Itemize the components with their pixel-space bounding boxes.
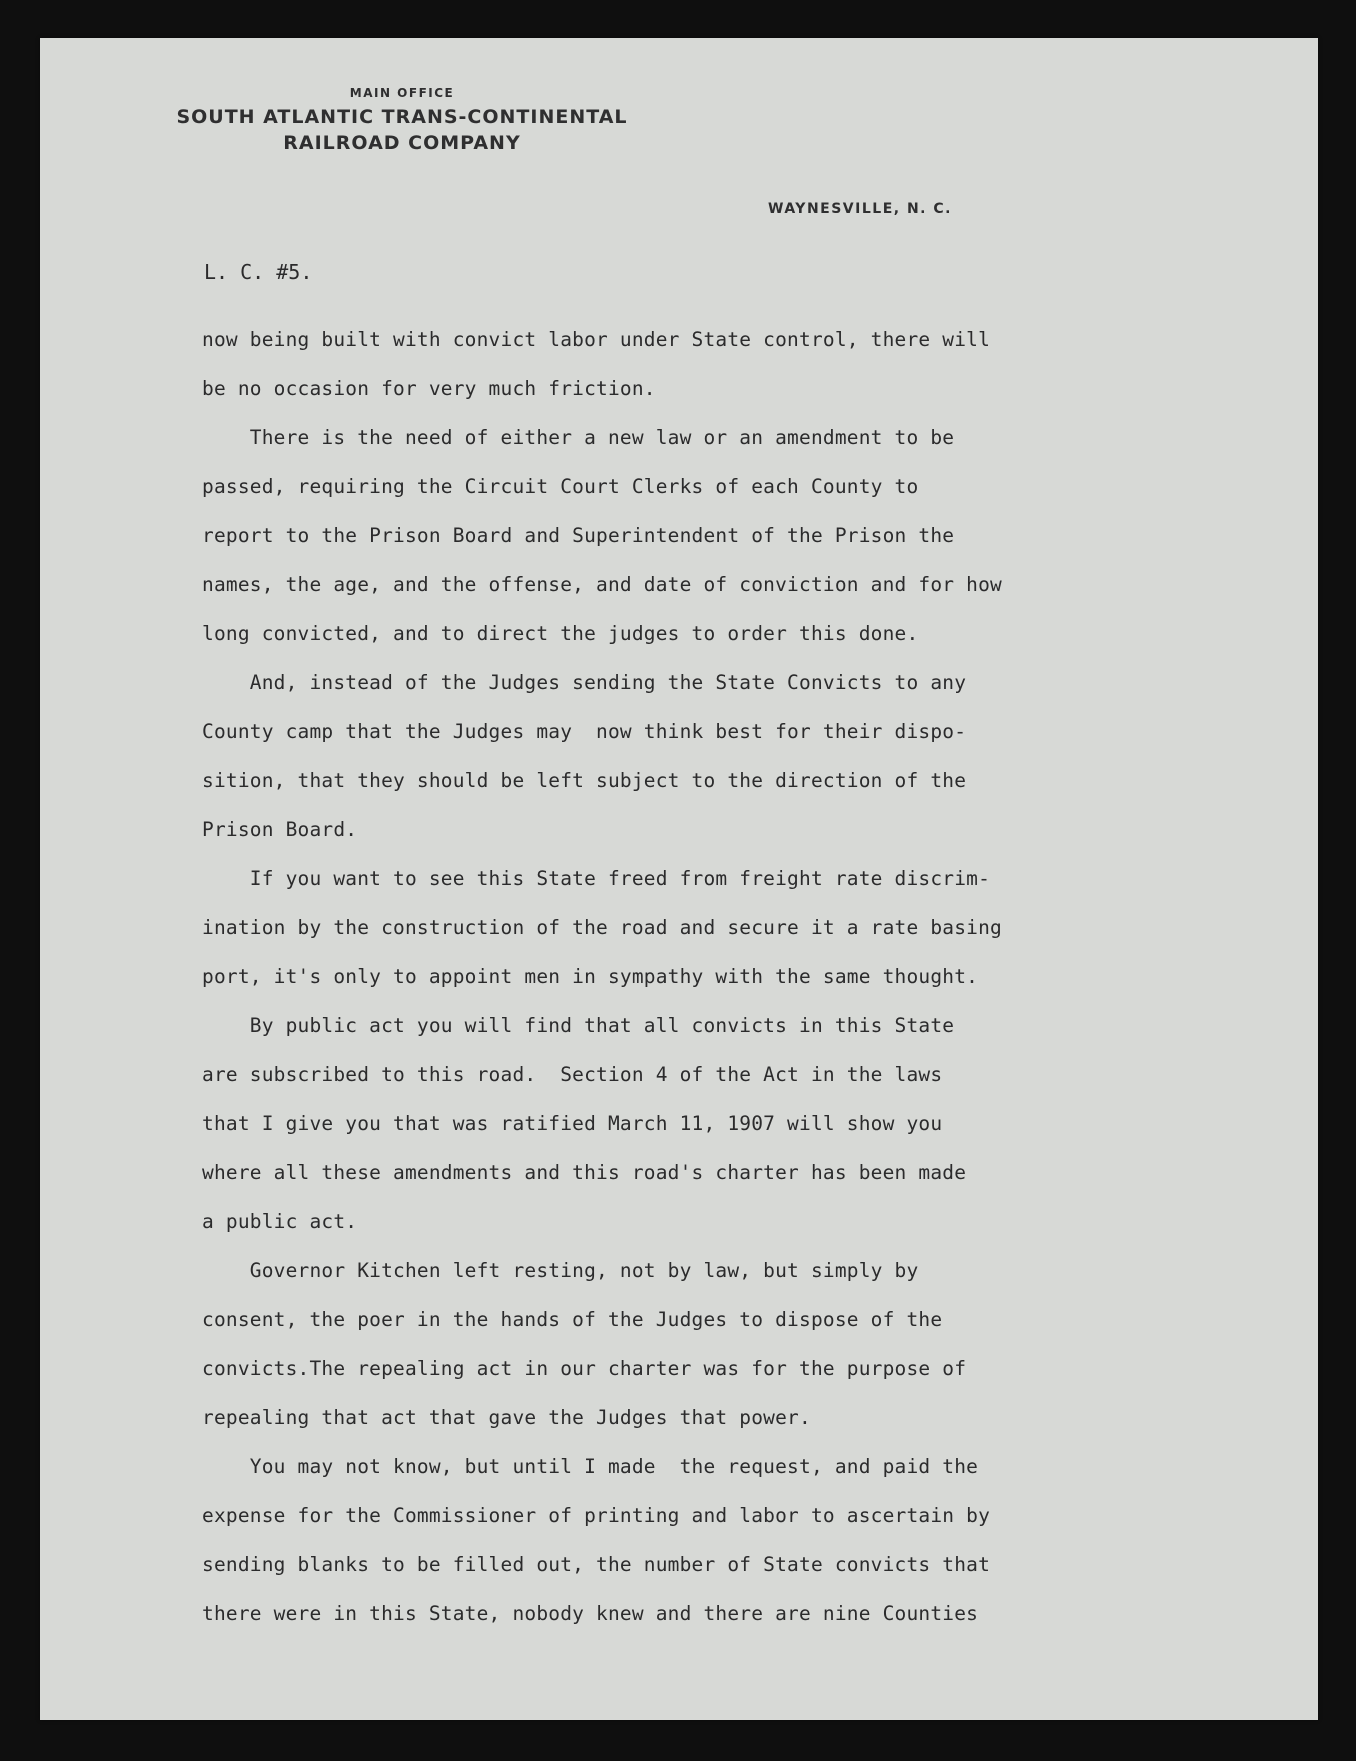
body-line: consent, the poer in the hands of the Judges to dispose of the [202,1308,943,1331]
letter-page [40,38,1318,1720]
letterhead [132,86,672,156]
letterhead-company-line2: RAILROAD COMPANY [283,132,521,154]
letterhead-company-line1: SOUTH ATLANTIC TRANS-CONTINENTAL [176,106,628,128]
body-line: If you want to see this State freed from freight rate discrim- [202,867,991,890]
body-line: are subscribed to this road. Section 4 of the Act in the laws [202,1063,943,1086]
body-line: And, instead of the Judges sending the State Convicts to any [202,671,967,694]
body-line: there were in this State, nobody knew and there are nine Counties [202,1602,979,1625]
body-line: convicts.The repealing act in our charter was for the purpose of [202,1357,967,1380]
body-line: now being built with convict labor under State control, there will [202,328,991,351]
body-line: There is the need of either a new law or an amendment to be [202,426,955,449]
body-line: where all these amendments and this road's charter has been made [202,1161,967,1184]
body-line: a public act. [202,1210,358,1233]
body-line: By public act you will find that all convicts in this State [202,1014,955,1037]
letterhead-office: MAIN OFFICE [349,86,455,100]
page-reference: L. C. #5. [204,260,313,284]
letter-body [202,315,1262,1638]
body-line: County camp that the Judges may now think best for their dispo- [202,720,967,743]
body-line: be no occasion for very much friction. [202,377,656,400]
body-line: report to the Prison Board and Superintendent of the Prison the [202,524,955,547]
body-line: sending blanks to be filled out, the number of State convicts that [202,1553,991,1576]
letterhead-city: WAYNESVILLE, N. C. [768,201,952,217]
body-line: that I give you that was ratified March 11, 1907 will show you [202,1112,943,1135]
body-line: ination by the construction of the road and secure it a rate basing [202,916,1002,939]
body-line: sition, that they should be left subject to the direction of the [202,769,967,792]
body-line: repealing that act that gave the Judges that power. [202,1406,811,1429]
body-line: You may not know, but until I made the request, and paid the [202,1455,979,1478]
body-line: Governor Kitchen left resting, not by law, but simply by [202,1259,919,1282]
body-line: names, the age, and the offense, and date of conviction and for how [202,573,1002,596]
body-line: port, it's only to appoint men in sympathy with the same thought. [202,965,979,988]
body-line: expense for the Commissioner of printing and labor to ascertain by [202,1504,991,1527]
body-line: Prison Board. [202,818,358,841]
body-line: long convicted, and to direct the judges to order this done. [202,622,919,645]
body-line: passed, requiring the Circuit Court Clerks of each County to [202,475,919,498]
